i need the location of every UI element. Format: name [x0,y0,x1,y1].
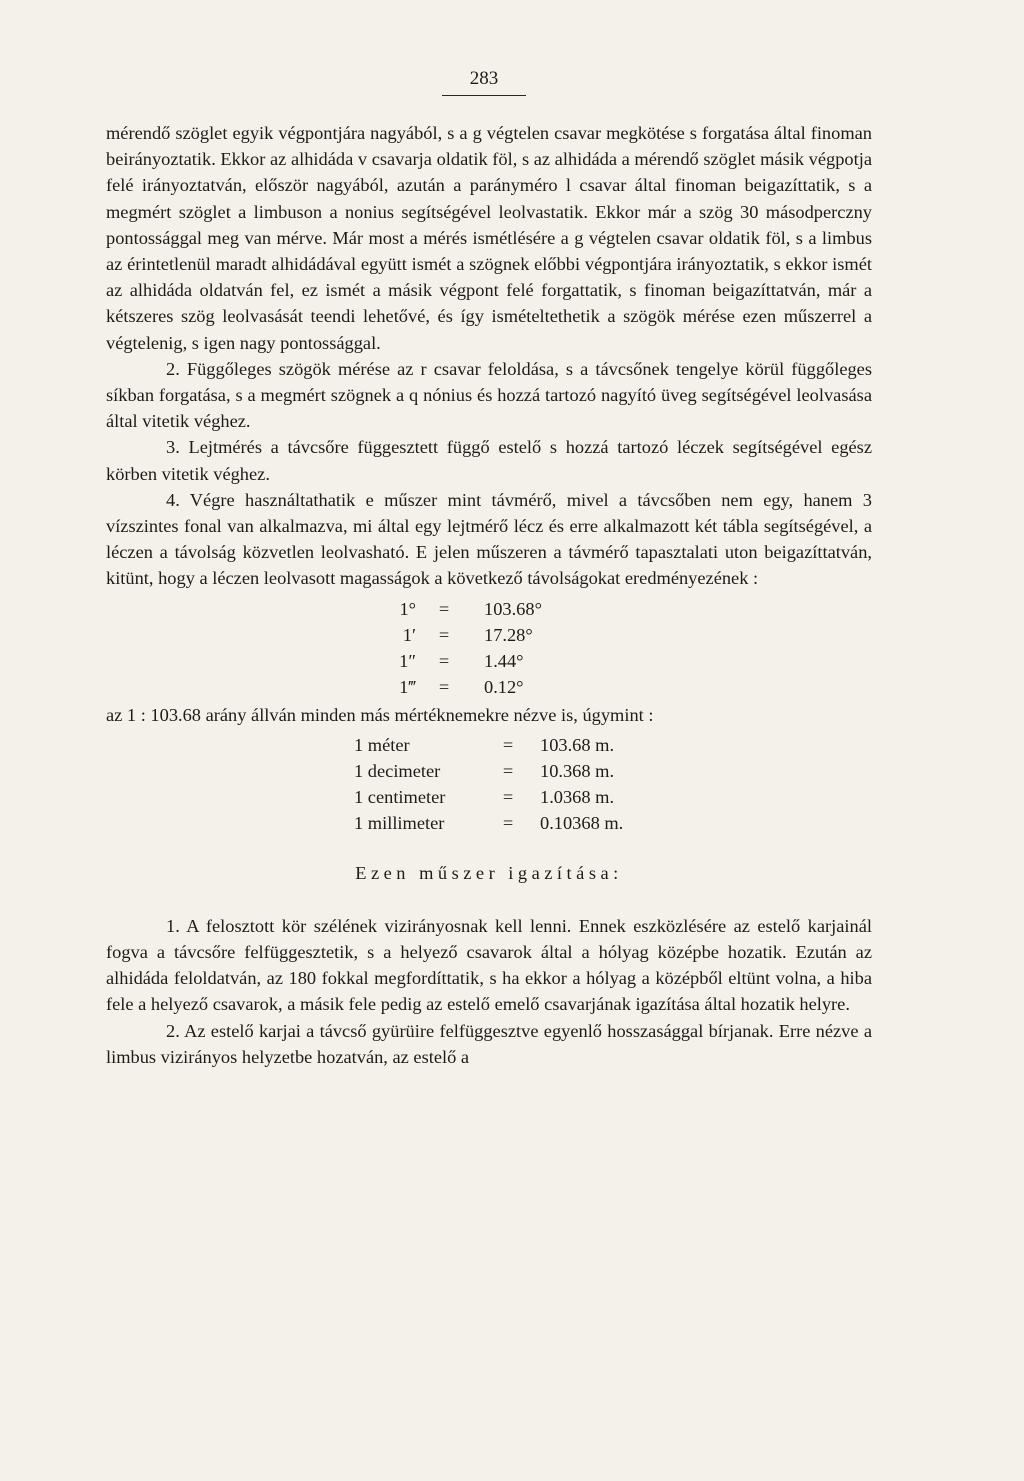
paragraph-adjustment-1: 1. A felosztott kör szélének vizirányosnak kell lenni. Ennek eszközlésére az estelő karjainál fogva a távcsőre felfüggesztetik, s a helyező csavarok által a hólyag középbe hozatik. Ezután az alhidáda feloldatván, az 180 fokkal megfordíttatik, s ha ekkor a hólyag a középből eltünt volna, a hiba fele a helyező csavarok, a másik fele pedig az estelő emelő csavarjának igazítása által hozatik helyre. [106,915,872,1015]
equation-row: 1″ = 1.44° [399,651,524,672]
unit-row: 1 decimeter = 10.368 m. [354,760,615,781]
paragraph-levelling: 3. Lejtmérés a távcsőre függesztett függő estelő s hozzá tartozó léczek segítségével egész körben vitetik véghez. [106,437,872,484]
paragraph-distance-meter: 4. Végre használtathatik e műszer mint távmérő, mivel a távcsőben nem egy, hanem 3 vízszintes fonal van alkalmazva, mi által egy lejtmérő lécz és erre alkalmazott két tábla segítségével, a léczen a távolság közvetlen leolvasható. E jelen műszeren a távmérő tapasztalati uton beigazíttatván, kitünt, hogy a léczen leolvasott magasságok a következő távolságokat eredményezének : [106,489,872,589]
reading-equations [372,596,584,701]
ratio-line: az 1 : 103.68 arány állván minden más mértéknemekre nézve is, úgymint : [106,705,654,726]
section-heading: Ezen műszer igazítása: [355,863,623,884]
unit-conversions [354,732,670,837]
page-number: 283 [442,68,526,96]
equation-row: 1° = 103.68° [399,598,542,619]
equation-row: 1‴ = 0.12° [399,677,524,698]
paragraph-adjustment-2: 2. Az estelő karjai a távcső gyürüire felfüggesztve egyenlő hosszasággal bírjanak. Erre nézve a limbus vizirányos helyzetbe hozatván, az estelő a [106,1020,872,1067]
unit-row: 1 millimeter = 0.10368 m. [354,813,624,834]
body-text [106,120,872,1070]
unit-row: 1 méter = 103.68 m. [354,734,615,755]
paragraph-continuation: mérendő szöglet egyik végpontjára nagyából, s a g végtelen csavar megkötése s forgatása által finoman beirányoztatik. Ekkor az alhidáda v csavarja oldatik föl, s az alhidáda a mérendő szöglet másik végpotja felé irányoztatván, először nagyából, azután a parányméro l csavar által finoman beigazíttatik, s a megmért szöglet a limbuson a nonius segítségével leolvastatik. Ekkor már a szög 30 másodperczny pontossággal meg van mérve. Már most a mérés ismétlésére a g végtelen csavar oldatik föl, s a limbus az érintetlenül maradt alhidádával együtt ismét a szögnek előbbi végpontjára irányoztatik, s ekkor ismét az alhidáda oldatván fel, ez ismét a másik végpont felé forgattatik, s finoman beigazíttatván, már a kétszeres szög leolvasását teendi lehetővé, és így ismételtethetik a szögök mérése ezen műszerrel a végtelenig, s igen nagy pontossággal. [106,123,872,353]
unit-row: 1 centimeter = 1.0368 m. [354,787,615,808]
equation-row: 1′ = 17.28° [402,624,533,645]
paragraph-vertical-angles: 2. Függőleges szögök mérése az r csavar feloldása, s a távcsőnek tengelye körül függőleges síkban forgatása, s a megmért szögnek a q nónius és hozzá tartozó nagyító üveg segítségével leolvasása által vitetik véghez. [106,358,872,432]
